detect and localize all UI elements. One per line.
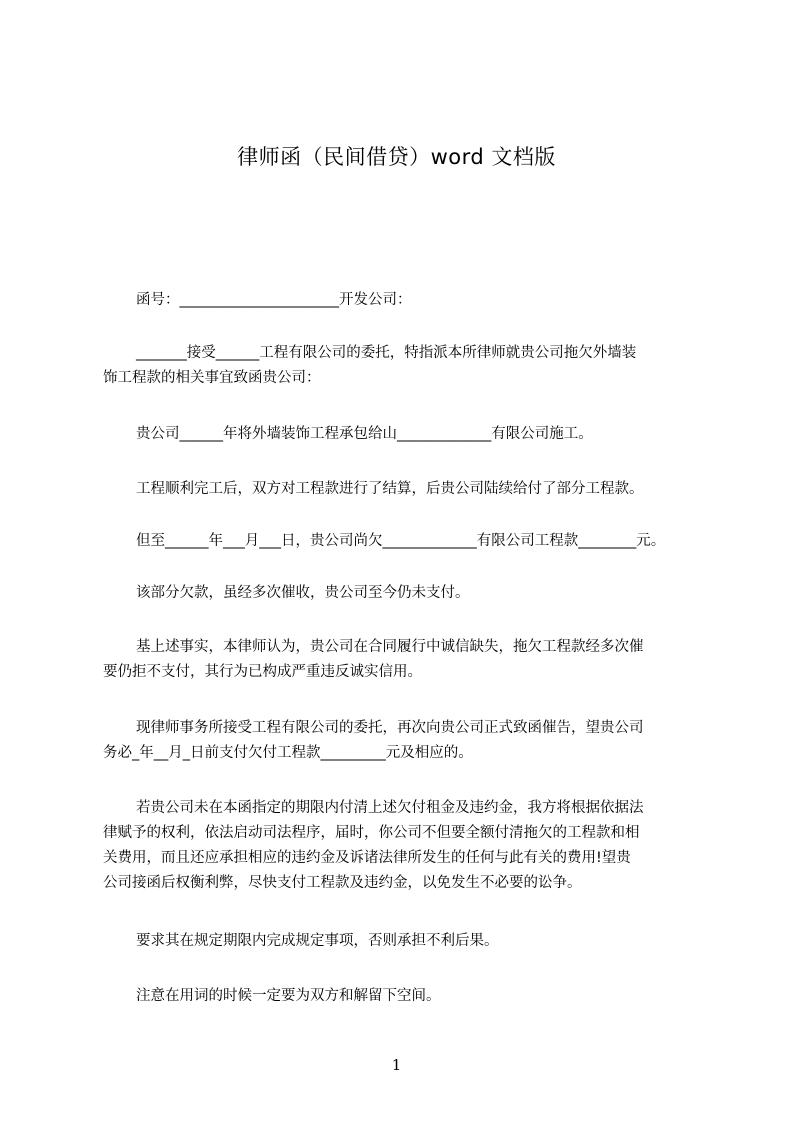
outstanding-paragraph <box>103 529 703 554</box>
paragraph-line: 函号：______________________开发公司： <box>136 292 412 308</box>
paragraph-line: 公司接函后权衡利弊，尽快支付工程款及违约金，以免发生不必要的讼争。 <box>103 875 582 891</box>
contract-paragraph <box>103 422 703 447</box>
paragraph-line: 要求其在规定期限内完成规定事项，否则承担不利后果。 <box>136 933 499 949</box>
letter-number-paragraph <box>103 288 703 313</box>
settlement-paragraph <box>103 477 703 502</box>
demand-paragraph <box>103 716 703 766</box>
unpaid-paragraph <box>103 581 703 606</box>
paragraph-line: 基上述事实，本律师认为，贵公司在合同履行中诚信缺失，拖欠工程款经多次催 <box>136 639 644 655</box>
opinion-paragraph <box>103 635 703 685</box>
paragraph-line: 若贵公司未在本函指定的期限内付清上述欠付租金及违约金，我方将根据依据法 <box>136 800 644 816</box>
paragraph-line: 关费用，而且还应承担相应的违约金及诉诸法律所发生的任何与此有关的费用!望贵 <box>103 850 631 866</box>
paragraph-line: 饰工程款的相关事宜致函贵公司： <box>103 370 321 386</box>
note-paragraph <box>103 984 703 1009</box>
document-title: 律师函（民间借贷）word 文档版 <box>237 145 556 169</box>
page-number: 1 <box>391 1056 402 1074</box>
paragraph-line: 贵公司______年将外墙装饰工程承包给山_____________有限公司施工。 <box>136 426 593 442</box>
paragraph-line: 该部分欠款，虽经多次催收，贵公司至今仍未支付。 <box>136 585 470 601</box>
requirement-paragraph <box>103 929 703 954</box>
paragraph-line: 现律师事务所接受工程有限公司的委托，再次向贵公司正式致函催告，望贵公司 <box>136 720 644 736</box>
paragraph-line: _______接受______工程有限公司的委托，特指派本所律师就贵公司拖欠外墙装 <box>136 345 637 361</box>
entrustment-paragraph <box>103 341 703 391</box>
paragraph-line: 要仍拒不支付，其行为已构成严重违反诚实信用。 <box>103 664 422 680</box>
paragraph-line: 工程顺利完工后，双方对工程款进行了结算，后贵公司陆续给付了部分工程款。 <box>136 481 644 497</box>
paragraph-line: 律赋予的权利，依法启动司法程序，届时，你公司不但要全额付清拖欠的工程款和相 <box>103 825 640 841</box>
paragraph-line: 务必_年__月_日前支付欠付工程款_________元及相应的。 <box>103 745 473 761</box>
paragraph-line: 注意在用词的时候一定要为双方和解留下空间。 <box>136 988 441 1004</box>
paragraph-line: 但至______年___月___日，贵公司尚欠_____________有限公司工程款________元。 <box>136 533 666 549</box>
consequence-paragraph <box>103 796 709 896</box>
